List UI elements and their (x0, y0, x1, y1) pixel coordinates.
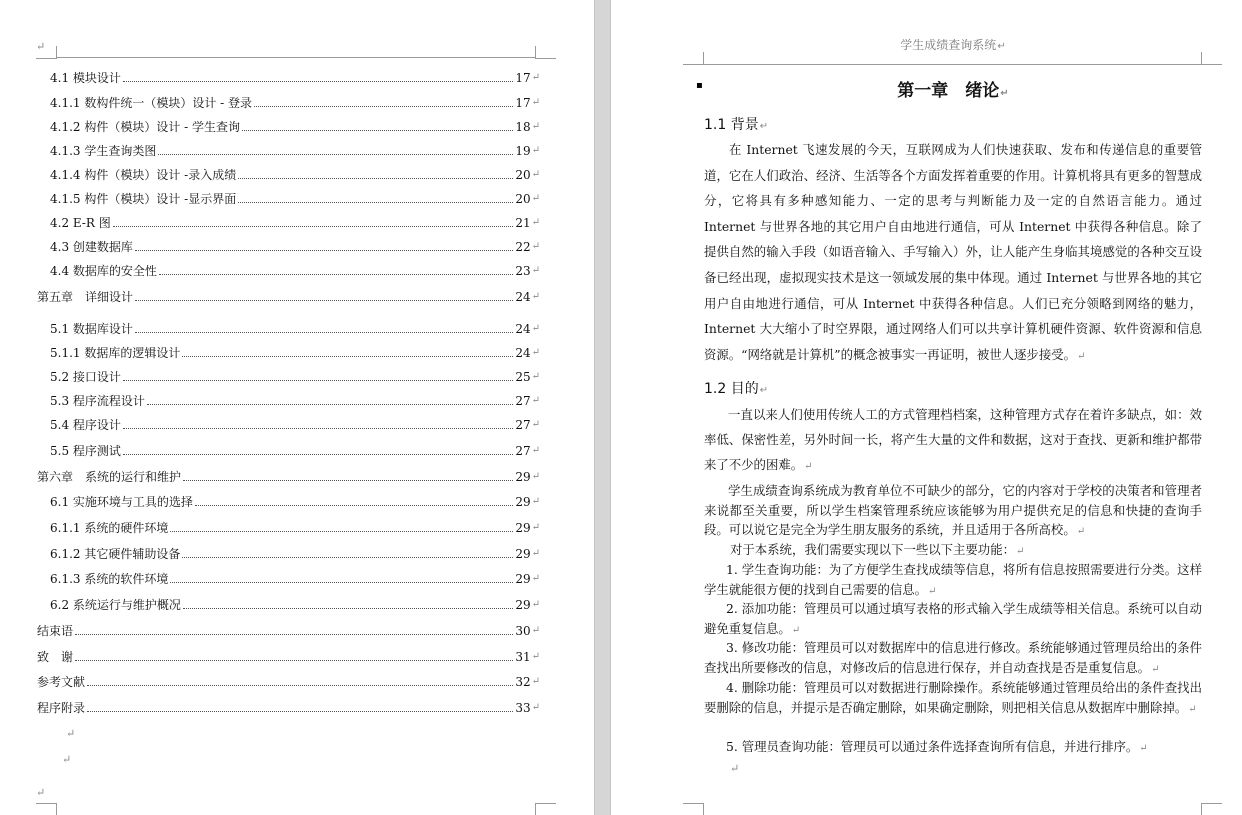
toc-entry-page: 29 (515, 521, 531, 535)
toc-entry-title: 5.1.1 数据库的逻辑设计 (50, 346, 181, 360)
toc-entry[interactable] (50, 490, 540, 510)
toc-entry-title: 4.1.4 构件（模块）设计 -录入成绩 (50, 168, 237, 182)
paragraph-mark: ↵ (531, 625, 540, 636)
toc-entry[interactable] (50, 439, 540, 459)
toc-entry[interactable] (50, 66, 540, 86)
purpose-paragraph-2: 学生成绩查询系统成为教育单位不可缺少的部分，它的内容对于学校的决策者和管理者来说都至关重要，所以学生档案管理系统应该能够为用户提供充足的信息和快捷的查询手段。可以说它是完全为学生朋友服务的系统，并且适用于各所高校。↵ (704, 483, 1202, 538)
toc-leader-dots (195, 505, 513, 506)
toc-leader-dots (75, 660, 513, 661)
paragraph-mark: ↵ (531, 169, 540, 180)
toc-leader-dots (147, 404, 513, 405)
toc-leader-dots (135, 332, 513, 333)
toc-entry-title: 5.3 程序流程设计 (50, 394, 145, 408)
toc-leader-dots (123, 454, 513, 455)
toc-entry-title: 5.5 程序测试 (50, 444, 121, 458)
toc-entry-title: 第五章 详细设计 (37, 290, 134, 304)
toc-entry[interactable] (50, 211, 540, 231)
paragraph-mark: ↵ (531, 291, 540, 302)
toc-leader-dots (170, 582, 513, 583)
feature-add: 2. 添加功能：管理员可以通过填写表格的形式输入学生成绩等相关信息。系统可以自动避免重复信息。↵ (704, 601, 1202, 636)
toc-leader-dots (238, 202, 513, 203)
toc-entry-page: 20 (515, 192, 531, 206)
paragraph-mark: ↵ (531, 651, 540, 662)
paragraph-mark: ↵ (531, 72, 540, 83)
toc-entry-page: 29 (515, 495, 531, 509)
toc-leader-dots (238, 178, 513, 179)
toc-entry[interactable] (50, 187, 540, 207)
toc-leader-dots (182, 557, 513, 558)
paragraph-mark: ↵ (531, 522, 540, 533)
toc-entry-title: 4.2 E-R 图 (50, 216, 111, 230)
header-rule (704, 64, 1201, 65)
toc-entry-page: 27 (515, 394, 531, 408)
toc-entry-page: 17 (515, 96, 531, 110)
toc-leader-dots (170, 531, 513, 532)
toc-entry-page: 27 (515, 418, 531, 432)
feature-delete: 4. 删除功能：管理员可以对数据进行删除操作。系统能够通过管理员给出的条件查找出要删除的信息，并提示是否确定删除，如果确定删除，则把相关信息从数据库中删除掉。↵ (704, 680, 1202, 715)
toc-entry-page: 32 (515, 675, 531, 689)
toc-leader-dots (75, 634, 513, 635)
toc-leader-dots (183, 480, 513, 481)
toc-entry[interactable] (37, 285, 540, 305)
feature-student-query: 1. 学生查询功能：为了方便学生查找成绩等信息，将所有信息按照需要进行分类。这样学生就能很方便的找到自己需要的信息。↵ (704, 562, 1202, 597)
toc-entry-title: 5.2 接口设计 (50, 370, 121, 384)
toc-entry[interactable] (37, 670, 540, 690)
paragraph-mark: ↵ (531, 471, 540, 482)
paragraph-mark: ↵ (531, 241, 540, 252)
paragraph-mark: ↵ (531, 419, 540, 430)
paragraph-mark: ↵ (531, 121, 540, 132)
page-corner-mark (1201, 803, 1222, 815)
toc-entry[interactable] (37, 645, 540, 665)
toc-entry-page: 29 (515, 572, 531, 586)
paragraph-mark: ↵ (531, 599, 540, 610)
paragraph-mark: ↵ (531, 193, 540, 204)
toc-entry-title: 6.1 实施环境与工具的选择 (50, 495, 193, 509)
toc-entry[interactable] (50, 365, 540, 385)
toc-entry[interactable] (50, 139, 540, 159)
feature-admin-query: 5. 管理员查询功能：管理员可以通过条件选择查询所有信息，并进行排序。↵ (726, 739, 1148, 754)
toc-entry-title: 4.3 创建数据库 (50, 240, 133, 254)
running-header: 学生成绩查询系统↵ (900, 38, 1006, 52)
toc-entry-title: 结束语 (37, 624, 74, 638)
toc-entry-page: 23 (515, 264, 531, 278)
toc-entry-page: 29 (515, 470, 531, 484)
toc-entry-title: 4.4 数据库的安全性 (50, 264, 157, 278)
page-corner-mark (36, 803, 57, 815)
toc-page (0, 0, 594, 815)
paragraph-mark: ↵ (62, 753, 72, 766)
paragraph-mark: ↵ (66, 727, 76, 740)
toc-entry[interactable] (50, 91, 540, 111)
toc-entry[interactable] (50, 259, 540, 279)
purpose-paragraph-1: 一直以来人们使用传统人工的方式管理档档案，这种管理方式存在着许多缺点，如：效率低、保密性差，另外时间一长，将产生大量的文件和数据，这对于查找、更新和维护都带来了不少的困难。↵ (704, 407, 1202, 473)
toc-entry-page: 22 (515, 240, 531, 254)
toc-leader-dots (158, 154, 513, 155)
toc-entry-page: 24 (515, 290, 531, 304)
toc-entry-page: 29 (515, 547, 531, 561)
page-corner-mark (683, 803, 704, 815)
toc-leader-dots (159, 274, 513, 275)
page-corner-mark (535, 803, 556, 815)
toc-entry[interactable] (50, 235, 540, 255)
toc-entry-title: 程序附录 (37, 701, 86, 715)
toc-entry[interactable] (50, 516, 540, 536)
toc-entry-page: 21 (515, 216, 531, 230)
paragraph-mark: ↵ (531, 145, 540, 156)
toc-entry-title: 5.1 数据库设计 (50, 322, 133, 336)
toc-entry-title: 4.1.5 构件（模块）设计 -显示界面 (50, 192, 237, 206)
toc-entry[interactable] (50, 317, 540, 337)
toc-leader-dots (135, 250, 513, 251)
toc-entry-page: 17 (515, 71, 531, 85)
chapter-title: 第一章 绪论↵ (897, 81, 1009, 101)
list-bullet: ▪ (696, 80, 703, 91)
toc-leader-dots (87, 711, 513, 712)
paragraph-mark: ↵ (531, 395, 540, 406)
toc-entry-title: 4.1.2 构件（模块）设计 - 学生查询 (50, 120, 241, 134)
paragraph-mark: ↵ (531, 496, 540, 507)
toc-leader-dots (135, 300, 513, 301)
paragraph-mark: ↵ (531, 548, 540, 559)
paragraph-mark: ↵ (531, 676, 540, 687)
toc-entry[interactable] (50, 341, 540, 361)
toc-entry[interactable] (50, 413, 540, 433)
paragraph-mark: ↵ (531, 371, 540, 382)
page-corner-mark (535, 46, 556, 59)
toc-leader-dots (254, 106, 513, 107)
toc-entry-title: 6.1.1 系统的硬件环境 (50, 521, 169, 535)
toc-entry-page: 25 (515, 370, 531, 384)
toc-entry[interactable] (50, 542, 540, 562)
toc-leader-dots (113, 226, 514, 227)
section-heading-background: 1.1 背景↵ (704, 117, 769, 133)
toc-entry-page: 19 (515, 144, 531, 158)
paragraph-mark: ↵ (36, 40, 46, 53)
toc-leader-dots (123, 380, 513, 381)
features-intro: 对于本系统，我们需要实现以下一些以下主要功能：↵ (730, 542, 1025, 557)
toc-entry[interactable] (37, 696, 540, 716)
toc-entry-title: 5.4 程序设计 (50, 418, 121, 432)
section-heading-purpose: 1.2 目的↵ (704, 381, 769, 397)
toc-entry-page: 31 (515, 650, 531, 664)
paragraph-mark: ↵ (531, 97, 540, 108)
toc-leader-dots (123, 428, 513, 429)
paragraph-mark: ↵ (730, 762, 740, 775)
toc-entry-title: 4.1 模块设计 (50, 71, 121, 85)
toc-entry-title: 6.2 系统运行与维护概况 (50, 598, 181, 612)
toc-entry-page: 18 (515, 120, 531, 134)
paragraph-mark: ↵ (531, 347, 540, 358)
toc-entry-page: 24 (515, 346, 531, 360)
toc-entry[interactable] (50, 389, 540, 409)
toc-entry[interactable] (50, 567, 540, 587)
toc-entry-page: 33 (515, 701, 531, 715)
toc-entry-page: 30 (515, 624, 531, 638)
toc-entry[interactable] (37, 619, 540, 639)
paragraph-mark: ↵ (531, 323, 540, 334)
toc-entry[interactable] (37, 465, 540, 485)
toc-leader-dots (123, 81, 513, 82)
paragraph-mark: ↵ (36, 786, 46, 799)
page-corner-mark (683, 52, 704, 65)
header-rule (57, 57, 535, 58)
toc-entry[interactable] (50, 115, 540, 135)
paragraph-mark: ↵ (531, 265, 540, 276)
toc-entry-page: 29 (515, 598, 531, 612)
toc-entry-title: 6.1.3 系统的软件环境 (50, 572, 169, 586)
toc-entry-title: 第六章 系统的运行和维护 (37, 470, 182, 484)
toc-entry-title: 致 谢 (37, 650, 74, 664)
toc-leader-dots (87, 685, 513, 686)
feature-modify: 3. 修改功能：管理员可以对数据库中的信息进行修改。系统能够通过管理员给出的条件查找出所要修改的信息，对修改后的信息进行保存，并自动查找是否是重复信息。↵ (704, 640, 1202, 675)
toc-entry-title: 4.1.3 学生查询类图 (50, 144, 157, 158)
paragraph-mark: ↵ (531, 573, 540, 584)
toc-entry-title: 4.1.1 数构件统一（模块）设计 - 登录 (50, 96, 253, 110)
toc-leader-dots (182, 356, 513, 357)
toc-entry[interactable] (50, 163, 540, 183)
page-corner-mark (1201, 52, 1222, 65)
paragraph-mark: ↵ (531, 217, 540, 228)
toc-entry-title: 6.1.2 其它硬件辅助设备 (50, 547, 181, 561)
paragraph-mark: ↵ (531, 702, 540, 713)
toc-entry-page: 24 (515, 322, 531, 336)
toc-leader-dots (183, 608, 513, 609)
toc-entry-page: 27 (515, 444, 531, 458)
toc-entry[interactable] (50, 593, 540, 613)
background-paragraph: 在 Internet 飞速发展的今天，互联网成为人们快速获取、发布和传递信息的重要管道，它在人们政治、经济、生活等各个方面发挥着重要的作用。计算机将具有更多的智慧成分，它将具有多种感知能力、一定的思考与判断能力及一定的自然语言能力。通过 Internet 与世界各地的其它用户自由地进行通信，可从 Internet 中获得各种信息。除了提供自然的输入手段（如语音输入、手写输入）外，让人能产生身临其境感觉的各种交互设备已经出现，虚拟现实技术是这一领域发展的集中体现。通过 Internet 与世界各地的其它用户自由地进行通信，可从 Internet 中获得各种信息。人们已充分领略到网络的魅力，Internet 大大缩小了时空界限，通过网络人们可以共享计算机硬件资源、软件资源和信息资源。“网络就是计算机”的概念被事实一再证明，被世人逐步接受。↵ (704, 142, 1202, 362)
paragraph-mark: ↵ (531, 445, 540, 456)
toc-entry-title: 参考文献 (37, 675, 86, 689)
toc-leader-dots (242, 130, 513, 131)
page-gutter (594, 0, 611, 815)
toc-entry-page: 20 (515, 168, 531, 182)
